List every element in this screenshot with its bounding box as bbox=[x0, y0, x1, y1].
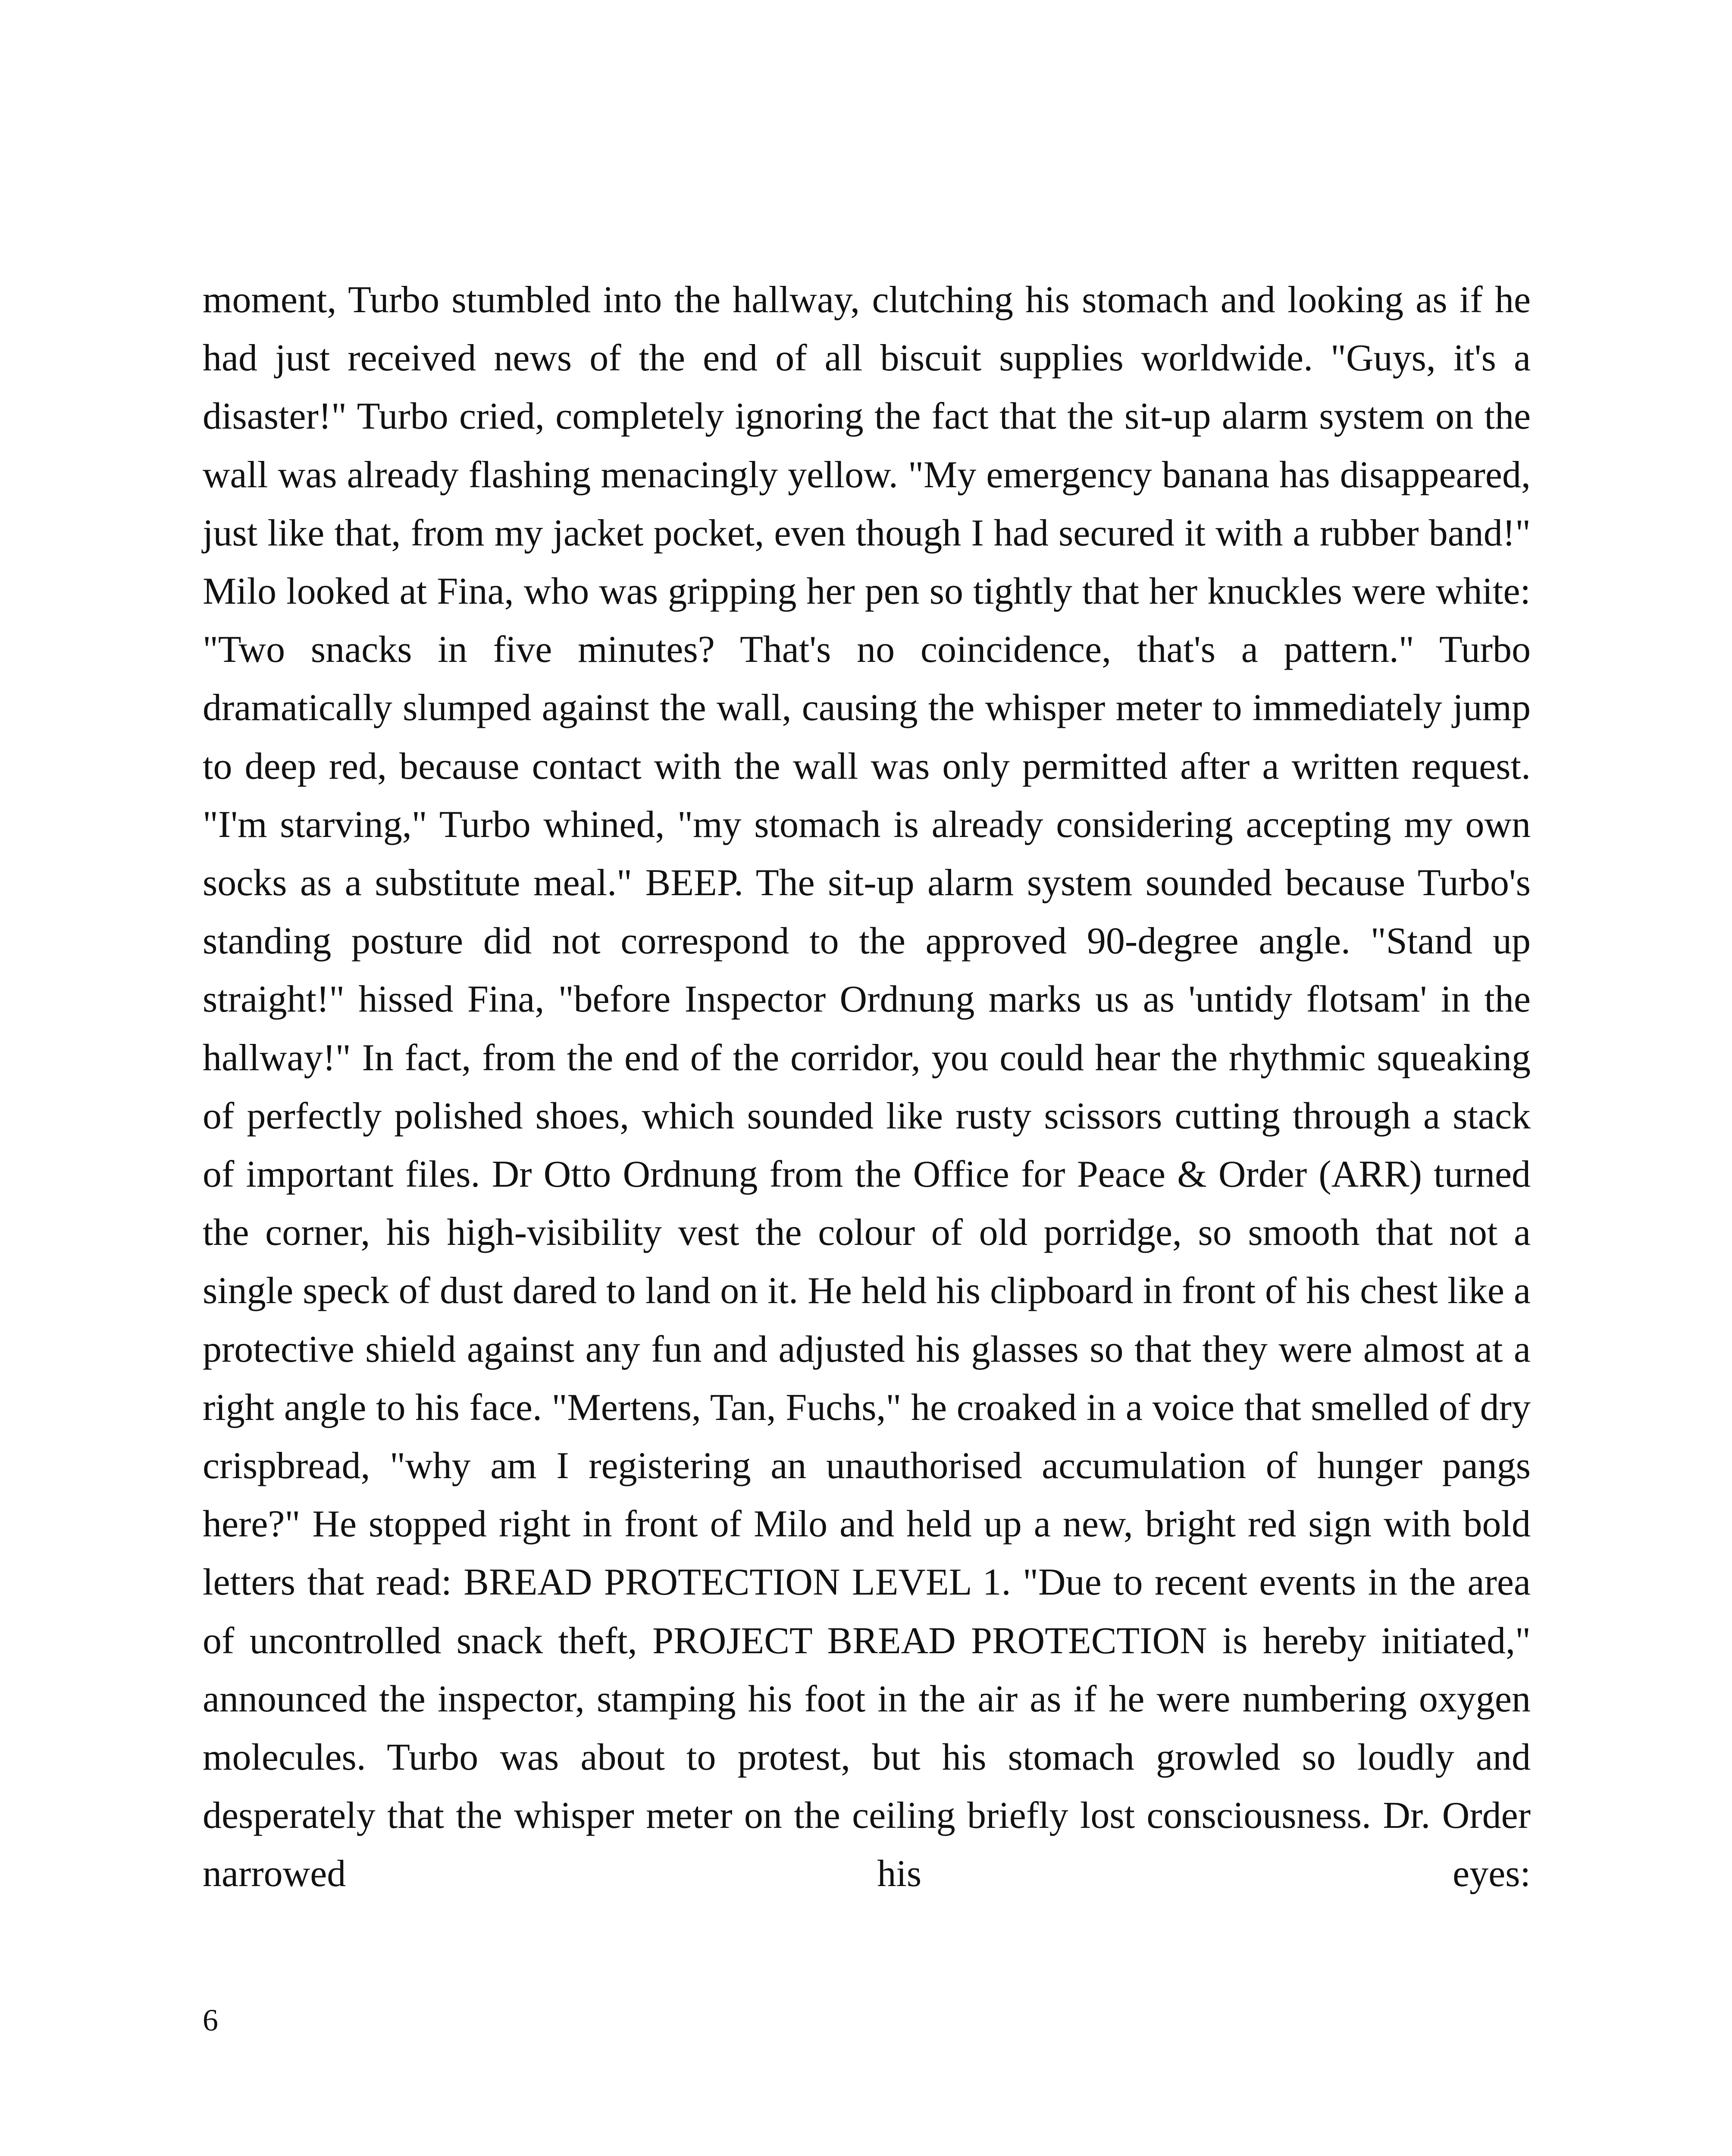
page-number: 6 bbox=[203, 2003, 218, 2037]
body-paragraph: moment, Turbo stumbled into the hallway, clutching his stomach and looking as if he had just received news of the end of all biscuit supplies worldwide. "Guys, it's a disaster!" Turbo cried, completely ignoring the fact that the sit-up alarm system on the wall was already flashing menacingly yellow. "My emergency banana has disappeared, just like that, from my jacket pocket, even though I had secured it with a rubber band!" Milo looked at Fina, who was gripping her pen so tightly that her knuckles were white: "Two snacks in five minutes? That's no coincidence, that's a pattern." Turbo dramatically slumped against the wall, causing the whisper meter to immediately jump to deep red, because contact with the wall was only permitted after a written request. "I'm starving," Turbo whined, "my stomach is already considering accepting my own socks as a substitute meal." BEEP. The sit-up alarm system sounded because Turbo's standing posture did not correspond to the approved 90-degree angle. "Stand up straight!" hissed Fina, "before Inspector Ordnung marks us as 'untidy flotsam' in the hallway!" In fact, from the end of the corridor, you could hear the rhythmic squeaking of perfectly polished shoes, which sounded like rusty scissors cutting through a stack of important files. Dr Otto Ordnung from the Office for Peace & Order (ARR) turned the corner, his high-visibility vest the colour of old porridge, so smooth that not a single speck of dust dared to land on it. He held his clipboard in front of his chest like a protective shield against any fun and adjusted his glasses so that they were almost at a right angle to his face. "Mertens, Tan, Fuchs," he croaked in a voice that smelled of dry crispbread, "why am I registering an unauthorised accumulation of hunger pangs here?" He stopped right in front of Milo and held up a new, bright red sign with bold letters that read: BREAD PROTECTION LEVEL 1. "Due to recent events in the area of uncontrolled snack theft, PROJECT BREAD PROTECTION is hereby initiated," announced the inspector, stamping his foot in the air as if he were numbering oxygen molecules. Turbo was about to protest, but his stomach growled so loudly and desperately that the whisper meter on the ceiling briefly lost consciousness. Dr. Order narrowed his eyes: bbox=[203, 279, 1531, 1895]
